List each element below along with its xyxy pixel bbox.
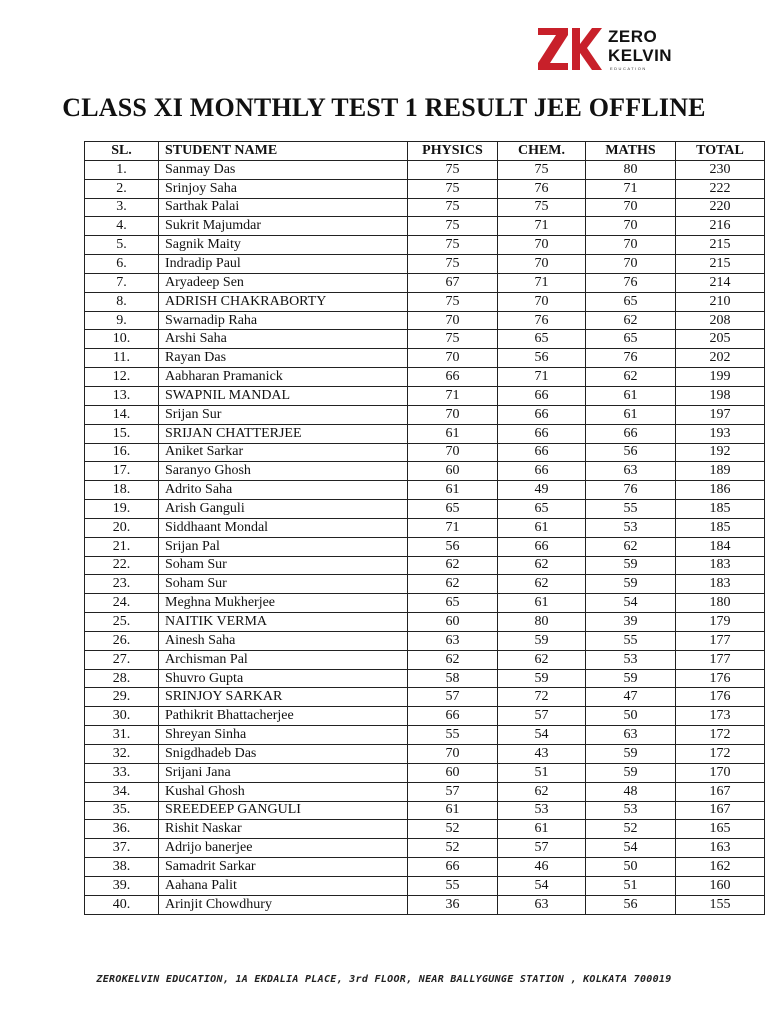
serial-cell: 10. bbox=[85, 330, 159, 349]
serial-cell: 3. bbox=[85, 198, 159, 217]
table-row bbox=[85, 198, 765, 217]
zero-kelvin-logo bbox=[538, 26, 678, 74]
chem-cell: 75 bbox=[498, 198, 586, 217]
physics-cell: 60 bbox=[408, 763, 498, 782]
student-name-cell: Adrito Saha bbox=[159, 481, 408, 500]
table-row bbox=[85, 443, 765, 462]
total-cell: 220 bbox=[676, 198, 765, 217]
serial-cell: 33. bbox=[85, 763, 159, 782]
total-cell: 199 bbox=[676, 368, 765, 387]
student-name-cell: Aahana Palit bbox=[159, 876, 408, 895]
chem-cell: 80 bbox=[498, 613, 586, 632]
chem-cell: 49 bbox=[498, 481, 586, 500]
footer-address bbox=[0, 974, 768, 985]
student-name-cell: Srijan Sur bbox=[159, 405, 408, 424]
table-row bbox=[85, 481, 765, 500]
total-cell: 192 bbox=[676, 443, 765, 462]
serial-cell: 21. bbox=[85, 537, 159, 556]
logo-line-2: KELVIN bbox=[608, 46, 673, 65]
total-cell: 216 bbox=[676, 217, 765, 236]
serial-cell: 39. bbox=[85, 876, 159, 895]
table-row bbox=[85, 311, 765, 330]
student-name-cell: ADRISH CHAKRABORTY bbox=[159, 292, 408, 311]
chem-cell: 75 bbox=[498, 160, 586, 179]
serial-cell: 27. bbox=[85, 650, 159, 669]
table-row bbox=[85, 631, 765, 650]
total-cell: 186 bbox=[676, 481, 765, 500]
physics-cell: 62 bbox=[408, 575, 498, 594]
total-cell: 162 bbox=[676, 858, 765, 877]
serial-cell: 11. bbox=[85, 349, 159, 368]
student-name-cell: Ainesh Saha bbox=[159, 631, 408, 650]
total-cell: 179 bbox=[676, 613, 765, 632]
total-cell: 189 bbox=[676, 462, 765, 481]
table-row bbox=[85, 556, 765, 575]
chem-cell: 57 bbox=[498, 839, 586, 858]
chem-cell: 62 bbox=[498, 556, 586, 575]
physics-cell: 61 bbox=[408, 424, 498, 443]
student-name-cell: Snigdhadeb Das bbox=[159, 745, 408, 764]
serial-cell: 31. bbox=[85, 726, 159, 745]
maths-cell: 80 bbox=[586, 160, 676, 179]
physics-cell: 66 bbox=[408, 858, 498, 877]
chem-cell: 54 bbox=[498, 876, 586, 895]
maths-cell: 65 bbox=[586, 330, 676, 349]
maths-cell: 52 bbox=[586, 820, 676, 839]
chem-cell: 66 bbox=[498, 537, 586, 556]
maths-cell: 59 bbox=[586, 745, 676, 764]
chem-cell: 61 bbox=[498, 820, 586, 839]
chem-cell: 54 bbox=[498, 726, 586, 745]
chem-cell: 61 bbox=[498, 518, 586, 537]
serial-cell: 25. bbox=[85, 613, 159, 632]
physics-cell: 75 bbox=[408, 330, 498, 349]
serial-cell: 18. bbox=[85, 481, 159, 500]
maths-cell: 62 bbox=[586, 537, 676, 556]
student-name-cell: Sagnik Maity bbox=[159, 236, 408, 255]
chem-cell: 43 bbox=[498, 745, 586, 764]
student-name-cell: Sanmay Das bbox=[159, 160, 408, 179]
maths-cell: 63 bbox=[586, 462, 676, 481]
table-row bbox=[85, 368, 765, 387]
maths-cell: 70 bbox=[586, 236, 676, 255]
chem-cell: 62 bbox=[498, 575, 586, 594]
student-name-cell: NAITIK VERMA bbox=[159, 613, 408, 632]
physics-cell: 36 bbox=[408, 895, 498, 914]
table-row bbox=[85, 179, 765, 198]
physics-cell: 66 bbox=[408, 368, 498, 387]
chem-cell: 66 bbox=[498, 386, 586, 405]
serial-cell: 9. bbox=[85, 311, 159, 330]
total-cell: 177 bbox=[676, 631, 765, 650]
maths-cell: 51 bbox=[586, 876, 676, 895]
total-cell: 172 bbox=[676, 726, 765, 745]
student-name-cell: Swarnadip Raha bbox=[159, 311, 408, 330]
physics-cell: 60 bbox=[408, 462, 498, 481]
total-cell: 176 bbox=[676, 669, 765, 688]
serial-cell: 24. bbox=[85, 594, 159, 613]
total-cell: 177 bbox=[676, 650, 765, 669]
column-header: PHYSICS bbox=[408, 142, 498, 161]
zk-logo-icon bbox=[538, 28, 602, 70]
physics-cell: 62 bbox=[408, 650, 498, 669]
physics-cell: 75 bbox=[408, 198, 498, 217]
table-row bbox=[85, 876, 765, 895]
physics-cell: 71 bbox=[408, 386, 498, 405]
table-row bbox=[85, 386, 765, 405]
maths-cell: 71 bbox=[586, 179, 676, 198]
table-row bbox=[85, 763, 765, 782]
physics-cell: 65 bbox=[408, 500, 498, 519]
total-cell: 165 bbox=[676, 820, 765, 839]
table-row bbox=[85, 688, 765, 707]
chem-cell: 72 bbox=[498, 688, 586, 707]
student-name-cell: Arinjit Chowdhury bbox=[159, 895, 408, 914]
maths-cell: 53 bbox=[586, 518, 676, 537]
physics-cell: 55 bbox=[408, 726, 498, 745]
table-row bbox=[85, 839, 765, 858]
maths-cell: 76 bbox=[586, 349, 676, 368]
serial-cell: 8. bbox=[85, 292, 159, 311]
total-cell: 183 bbox=[676, 575, 765, 594]
student-name-cell: Samadrit Sarkar bbox=[159, 858, 408, 877]
total-cell: 163 bbox=[676, 839, 765, 858]
maths-cell: 76 bbox=[586, 481, 676, 500]
table-row bbox=[85, 405, 765, 424]
maths-cell: 70 bbox=[586, 255, 676, 274]
table-row bbox=[85, 613, 765, 632]
serial-cell: 6. bbox=[85, 255, 159, 274]
table-row bbox=[85, 518, 765, 537]
physics-cell: 58 bbox=[408, 669, 498, 688]
table-row bbox=[85, 292, 765, 311]
maths-cell: 48 bbox=[586, 782, 676, 801]
table-row bbox=[85, 707, 765, 726]
chem-cell: 70 bbox=[498, 236, 586, 255]
total-cell: 185 bbox=[676, 500, 765, 519]
student-name-cell: Archisman Pal bbox=[159, 650, 408, 669]
student-name-cell: Shuvro Gupta bbox=[159, 669, 408, 688]
chem-cell: 76 bbox=[498, 311, 586, 330]
maths-cell: 70 bbox=[586, 198, 676, 217]
physics-cell: 70 bbox=[408, 405, 498, 424]
physics-cell: 70 bbox=[408, 311, 498, 330]
maths-cell: 61 bbox=[586, 405, 676, 424]
serial-cell: 7. bbox=[85, 273, 159, 292]
maths-cell: 39 bbox=[586, 613, 676, 632]
chem-cell: 61 bbox=[498, 594, 586, 613]
student-name-cell: Aniket Sarkar bbox=[159, 443, 408, 462]
maths-cell: 53 bbox=[586, 650, 676, 669]
chem-cell: 56 bbox=[498, 349, 586, 368]
physics-cell: 57 bbox=[408, 688, 498, 707]
table-row bbox=[85, 895, 765, 914]
maths-cell: 56 bbox=[586, 895, 676, 914]
total-cell: 173 bbox=[676, 707, 765, 726]
student-name-cell: SWAPNIL MANDAL bbox=[159, 386, 408, 405]
maths-cell: 65 bbox=[586, 292, 676, 311]
table-row bbox=[85, 820, 765, 839]
footer-text: ZEROKELVIN EDUCATION, 1A EKDALIA PLACE, 3rd FLOOR, NEAR BALLYGUNGE STATION , KOLKATA 700019 bbox=[96, 974, 672, 985]
total-cell: 167 bbox=[676, 801, 765, 820]
physics-cell: 66 bbox=[408, 707, 498, 726]
logo-subtext: EDUCATION bbox=[610, 66, 647, 71]
physics-cell: 61 bbox=[408, 801, 498, 820]
maths-cell: 54 bbox=[586, 839, 676, 858]
chem-cell: 53 bbox=[498, 801, 586, 820]
total-cell: 185 bbox=[676, 518, 765, 537]
student-name-cell: Sarthak Palai bbox=[159, 198, 408, 217]
physics-cell: 52 bbox=[408, 839, 498, 858]
serial-cell: 14. bbox=[85, 405, 159, 424]
table-row bbox=[85, 500, 765, 519]
maths-cell: 70 bbox=[586, 217, 676, 236]
total-cell: 193 bbox=[676, 424, 765, 443]
serial-cell: 19. bbox=[85, 500, 159, 519]
student-name-cell: Srijani Jana bbox=[159, 763, 408, 782]
table-row bbox=[85, 330, 765, 349]
physics-cell: 61 bbox=[408, 481, 498, 500]
table-header-row bbox=[85, 142, 765, 161]
serial-cell: 15. bbox=[85, 424, 159, 443]
total-cell: 198 bbox=[676, 386, 765, 405]
table-row bbox=[85, 575, 765, 594]
total-cell: 160 bbox=[676, 876, 765, 895]
student-name-cell: Kushal Ghosh bbox=[159, 782, 408, 801]
total-cell: 210 bbox=[676, 292, 765, 311]
maths-cell: 62 bbox=[586, 368, 676, 387]
serial-cell: 34. bbox=[85, 782, 159, 801]
physics-cell: 75 bbox=[408, 217, 498, 236]
maths-cell: 55 bbox=[586, 500, 676, 519]
serial-cell: 40. bbox=[85, 895, 159, 914]
physics-cell: 70 bbox=[408, 349, 498, 368]
table-row bbox=[85, 726, 765, 745]
table-row bbox=[85, 349, 765, 368]
table-row bbox=[85, 669, 765, 688]
page-title: CLASS XI MONTHLY TEST 1 RESULT JEE OFFLINE bbox=[62, 93, 706, 122]
serial-cell: 2. bbox=[85, 179, 159, 198]
total-cell: 172 bbox=[676, 745, 765, 764]
column-header: SL. bbox=[85, 142, 159, 161]
student-name-cell: Arish Ganguli bbox=[159, 500, 408, 519]
serial-cell: 23. bbox=[85, 575, 159, 594]
table-row bbox=[85, 217, 765, 236]
student-name-cell: Pathikrit Bhattacherjee bbox=[159, 707, 408, 726]
physics-cell: 71 bbox=[408, 518, 498, 537]
serial-cell: 26. bbox=[85, 631, 159, 650]
physics-cell: 75 bbox=[408, 292, 498, 311]
chem-cell: 65 bbox=[498, 330, 586, 349]
column-header: CHEM. bbox=[498, 142, 586, 161]
physics-cell: 55 bbox=[408, 876, 498, 895]
student-name-cell: Rayan Das bbox=[159, 349, 408, 368]
maths-cell: 54 bbox=[586, 594, 676, 613]
serial-cell: 37. bbox=[85, 839, 159, 858]
serial-cell: 20. bbox=[85, 518, 159, 537]
maths-cell: 47 bbox=[586, 688, 676, 707]
physics-cell: 75 bbox=[408, 236, 498, 255]
table-row bbox=[85, 801, 765, 820]
chem-cell: 71 bbox=[498, 273, 586, 292]
maths-cell: 55 bbox=[586, 631, 676, 650]
chem-cell: 66 bbox=[498, 462, 586, 481]
chem-cell: 63 bbox=[498, 895, 586, 914]
table-row bbox=[85, 650, 765, 669]
student-name-cell: Rishit Naskar bbox=[159, 820, 408, 839]
chem-cell: 51 bbox=[498, 763, 586, 782]
student-name-cell: Indradip Paul bbox=[159, 255, 408, 274]
column-header: TOTAL bbox=[676, 142, 765, 161]
serial-cell: 32. bbox=[85, 745, 159, 764]
total-cell: 230 bbox=[676, 160, 765, 179]
table-row bbox=[85, 236, 765, 255]
maths-cell: 62 bbox=[586, 311, 676, 330]
student-name-cell: Shreyan Sinha bbox=[159, 726, 408, 745]
chem-cell: 71 bbox=[498, 368, 586, 387]
table-row bbox=[85, 462, 765, 481]
chem-cell: 46 bbox=[498, 858, 586, 877]
student-name-cell: SRIJAN CHATTERJEE bbox=[159, 424, 408, 443]
student-name-cell: Soham Sur bbox=[159, 575, 408, 594]
physics-cell: 70 bbox=[408, 443, 498, 462]
student-name-cell: SRINJOY SARKAR bbox=[159, 688, 408, 707]
student-name-cell: SREEDEEP GANGULI bbox=[159, 801, 408, 820]
serial-cell: 35. bbox=[85, 801, 159, 820]
serial-cell: 28. bbox=[85, 669, 159, 688]
logo-wordmark bbox=[608, 27, 672, 65]
table-row bbox=[85, 782, 765, 801]
student-name-cell: Meghna Mukherjee bbox=[159, 594, 408, 613]
maths-cell: 66 bbox=[586, 424, 676, 443]
student-name-cell: Srinjoy Saha bbox=[159, 179, 408, 198]
chem-cell: 62 bbox=[498, 650, 586, 669]
serial-cell: 30. bbox=[85, 707, 159, 726]
serial-cell: 4. bbox=[85, 217, 159, 236]
table-row bbox=[85, 858, 765, 877]
serial-cell: 5. bbox=[85, 236, 159, 255]
total-cell: 183 bbox=[676, 556, 765, 575]
total-cell: 214 bbox=[676, 273, 765, 292]
total-cell: 167 bbox=[676, 782, 765, 801]
chem-cell: 57 bbox=[498, 707, 586, 726]
physics-cell: 52 bbox=[408, 820, 498, 839]
total-cell: 170 bbox=[676, 763, 765, 782]
student-name-cell: Saranyo Ghosh bbox=[159, 462, 408, 481]
serial-cell: 17. bbox=[85, 462, 159, 481]
student-name-cell: Arshi Saha bbox=[159, 330, 408, 349]
serial-cell: 13. bbox=[85, 386, 159, 405]
chem-cell: 65 bbox=[498, 500, 586, 519]
total-cell: 208 bbox=[676, 311, 765, 330]
physics-cell: 75 bbox=[408, 255, 498, 274]
column-header: STUDENT NAME bbox=[159, 142, 408, 161]
serial-cell: 16. bbox=[85, 443, 159, 462]
serial-cell: 1. bbox=[85, 160, 159, 179]
results-table bbox=[84, 141, 765, 915]
maths-cell: 50 bbox=[586, 707, 676, 726]
total-cell: 205 bbox=[676, 330, 765, 349]
total-cell: 215 bbox=[676, 255, 765, 274]
student-name-cell: Adrijo banerjee bbox=[159, 839, 408, 858]
maths-cell: 59 bbox=[586, 763, 676, 782]
physics-cell: 70 bbox=[408, 745, 498, 764]
table-row bbox=[85, 160, 765, 179]
chem-cell: 59 bbox=[498, 669, 586, 688]
maths-cell: 61 bbox=[586, 386, 676, 405]
student-name-cell: Sukrit Majumdar bbox=[159, 217, 408, 236]
physics-cell: 75 bbox=[408, 160, 498, 179]
physics-cell: 60 bbox=[408, 613, 498, 632]
total-cell: 222 bbox=[676, 179, 765, 198]
table-row bbox=[85, 745, 765, 764]
maths-cell: 63 bbox=[586, 726, 676, 745]
maths-cell: 59 bbox=[586, 575, 676, 594]
table-row bbox=[85, 594, 765, 613]
physics-cell: 57 bbox=[408, 782, 498, 801]
total-cell: 202 bbox=[676, 349, 765, 368]
table-row bbox=[85, 537, 765, 556]
physics-cell: 67 bbox=[408, 273, 498, 292]
student-name-cell: Siddhaant Mondal bbox=[159, 518, 408, 537]
maths-cell: 76 bbox=[586, 273, 676, 292]
physics-cell: 65 bbox=[408, 594, 498, 613]
table-row bbox=[85, 273, 765, 292]
total-cell: 184 bbox=[676, 537, 765, 556]
chem-cell: 66 bbox=[498, 443, 586, 462]
student-name-cell: Srijan Pal bbox=[159, 537, 408, 556]
table-row bbox=[85, 424, 765, 443]
chem-cell: 66 bbox=[498, 405, 586, 424]
serial-cell: 22. bbox=[85, 556, 159, 575]
maths-cell: 59 bbox=[586, 669, 676, 688]
maths-cell: 53 bbox=[586, 801, 676, 820]
logo-line-1: ZERO bbox=[608, 27, 658, 46]
chem-cell: 71 bbox=[498, 217, 586, 236]
total-cell: 155 bbox=[676, 895, 765, 914]
physics-cell: 56 bbox=[408, 537, 498, 556]
chem-cell: 66 bbox=[498, 424, 586, 443]
total-cell: 176 bbox=[676, 688, 765, 707]
chem-cell: 76 bbox=[498, 179, 586, 198]
chem-cell: 70 bbox=[498, 292, 586, 311]
physics-cell: 75 bbox=[408, 179, 498, 198]
chem-cell: 59 bbox=[498, 631, 586, 650]
maths-cell: 50 bbox=[586, 858, 676, 877]
chem-cell: 70 bbox=[498, 255, 586, 274]
physics-cell: 63 bbox=[408, 631, 498, 650]
column-header: MATHS bbox=[586, 142, 676, 161]
serial-cell: 29. bbox=[85, 688, 159, 707]
table-body bbox=[85, 160, 765, 914]
total-cell: 215 bbox=[676, 236, 765, 255]
student-name-cell: Aabharan Pramanick bbox=[159, 368, 408, 387]
serial-cell: 36. bbox=[85, 820, 159, 839]
student-name-cell: Soham Sur bbox=[159, 556, 408, 575]
maths-cell: 59 bbox=[586, 556, 676, 575]
physics-cell: 62 bbox=[408, 556, 498, 575]
chem-cell: 62 bbox=[498, 782, 586, 801]
maths-cell: 56 bbox=[586, 443, 676, 462]
serial-cell: 12. bbox=[85, 368, 159, 387]
serial-cell: 38. bbox=[85, 858, 159, 877]
total-cell: 197 bbox=[676, 405, 765, 424]
total-cell: 180 bbox=[676, 594, 765, 613]
student-name-cell: Aryadeep Sen bbox=[159, 273, 408, 292]
table-row bbox=[85, 255, 765, 274]
